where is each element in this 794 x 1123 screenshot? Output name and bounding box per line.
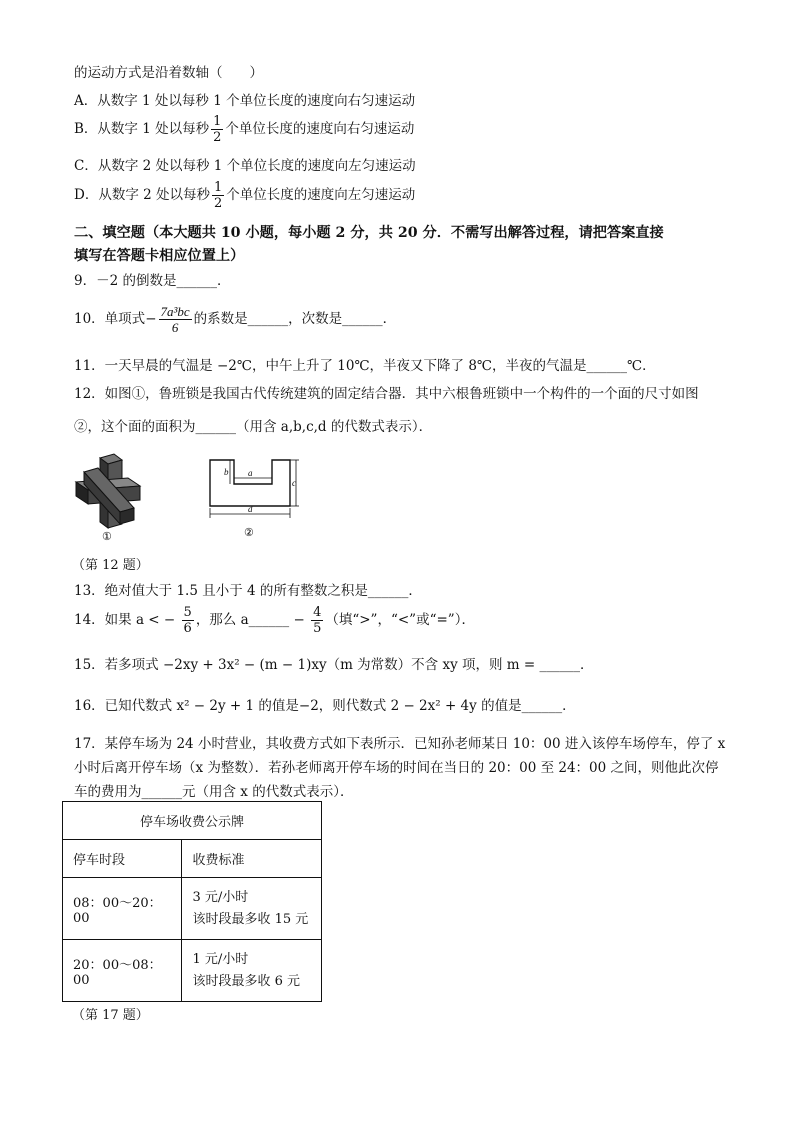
table-row [63,940,322,1002]
q16: 16．已知代数式 x² − 2y + 1 的值是−2，则代数式 2 − 2x² + 4y 的值是______． [74,698,576,714]
parking-fee-table [62,801,322,1002]
table-header-period: 停车时段 [63,840,182,878]
q9: 9．－2 的倒数是______． [74,273,231,289]
dim-a-label: a [248,468,253,478]
face-outline [210,460,290,506]
q10: 10．单项式− $\frac{\text{7a³bc}}{6}$ 的系数是______，次数是______． [74,304,397,335]
table-header-rate: 收费标准 [182,840,322,878]
table-cell-rate: 1 元/小时 该时段最多收 6 元 [182,940,322,1002]
section2-heading-line1: 二、填空题（本大题共 10 小题，每小题 2 分，共 20 分．不需写出解答过程，请把答案直接 [74,225,664,241]
luban-lock-figure [70,452,146,542]
dim-c-label: c [292,478,296,488]
table-cell-rate: 3 元/小时 该时段最多收 15 元 [182,878,322,940]
q13: 13．绝对值大于 1.5 且小于 4 的所有整数之积是______． [74,583,422,599]
q17-line2: 小时后离开停车场（x 为整数）．若孙老师离开停车场的时间在当日的 20：00 至 24：00 之间，则他此次停 [74,760,719,776]
q12-caption: （第 12 题） [72,558,149,573]
figure-1-label: ① [102,530,112,542]
dim-b-label: b [224,467,229,477]
q15: 15．若多项式 −2xy + 3x² − (m − 1)xy（m 为常数）不含 xy 项，则 m = ______． [74,657,594,673]
table-title: 停车场收费公示牌 [63,802,322,840]
q8-option-c: C．从数字 2 处以每秒 1 个单位长度的速度向左匀速运动 [74,158,416,174]
section2-heading-line2: 填写在答题卡相应位置上） [74,248,245,264]
figure-2-label: ② [244,526,254,539]
component-face-figure [200,452,310,542]
q12-line2: ②，这个面的面积为______（用含 a,b,c,d 的代数式表示）． [74,419,433,435]
table-row [63,878,322,940]
q17-caption: （第 17 题） [72,1008,149,1023]
q17-line1: 17．某停车场为 24 小时营业，其收费方式如下表所示．已知孙老师某日 10：00 进入该停车场停车，停了 x [74,736,726,752]
q14: 14．如果 a < − $\frac{5}{6}$ ，那么 a______ − $\frac{4}{5}$ （填“>”，“<”或“=”）． [74,605,475,636]
q17-line3: 车的费用为______元（用含 x 的代数式表示）． [74,784,354,800]
table-cell-period: 20：00～08：00 [63,940,182,1002]
dim-d-label: d [248,504,253,514]
q8-option-a: A．从数字 1 处以每秒 1 个单位长度的速度向右匀速运动 [74,93,416,109]
q8-option-b: B．从数字 1 处以每秒 $\frac{1}{2}$ 个单位长度的速度向右匀速运动 [74,114,415,145]
q8-option-d: D．从数字 2 处以每秒 $\frac{1}{2}$ 个单位长度的速度向左匀速运动 [74,180,416,211]
q8-stem-tail: 的运动方式是沿着数轴（ ） [74,65,263,81]
q11: 11．一天早晨的气温是 −2℃，中午上升了 10℃，半夜又下降了 8℃，半夜的气温是______℃． [74,358,656,374]
q12-line1: 12．如图①，鲁班锁是我国古代传统建筑的固定结合器．其中六根鲁班锁中一个构件的一个面的尺寸如图 [74,386,699,402]
table-cell-period: 08：00～20：00 [63,878,182,940]
